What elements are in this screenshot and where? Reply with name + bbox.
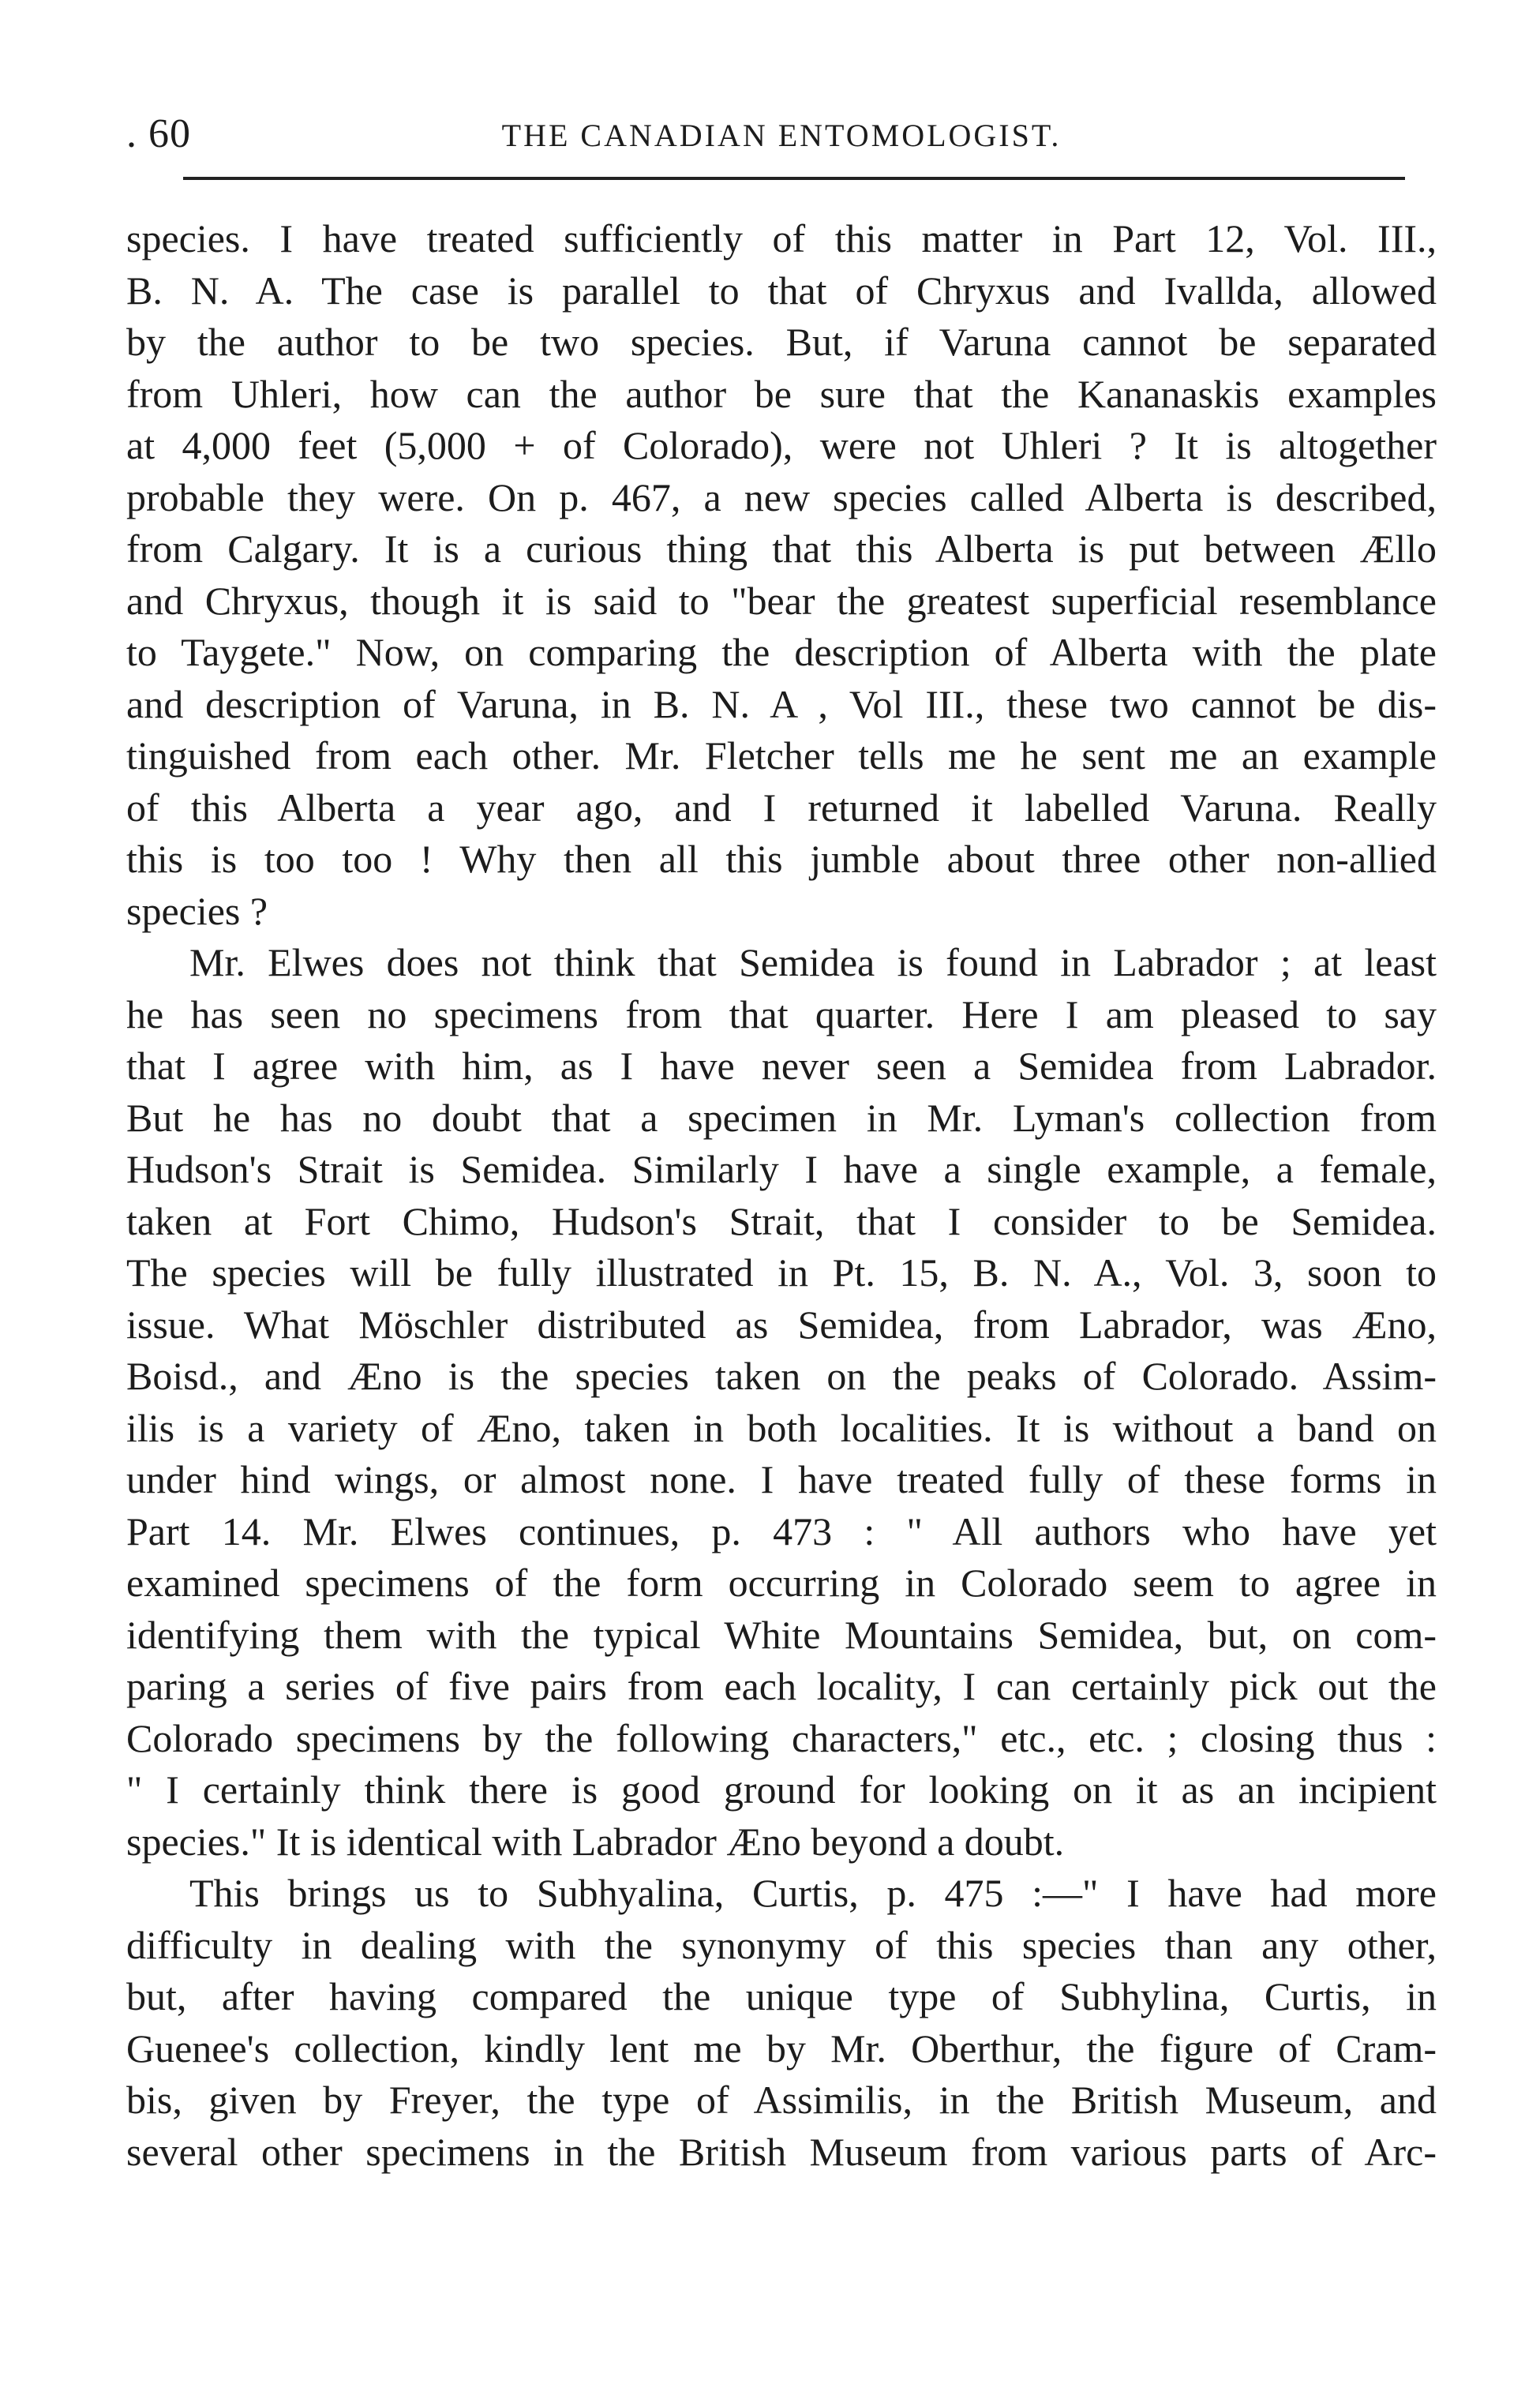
text-line: from Uhleri, how can the author be sure that the Kananaskis examples: [126, 371, 1437, 416]
text-line: identifying them with the typical White Mountains Semidea, but, on com-: [126, 1612, 1437, 1657]
text-line: Hudson's Strait is Semidea. Similarly I have a single example, a female,: [126, 1147, 1437, 1191]
text-line: difficulty in dealing with the synonymy of this species than any other,: [126, 1922, 1437, 1967]
body-text: [126, 213, 1437, 2178]
text-line: Colorado specimens by the following characters," etc., etc. ; closing thus :: [126, 1715, 1437, 1760]
text-line: Mr. Elwes does not think that Semidea is found in Labrador ; at least: [189, 940, 1437, 984]
text-line: but, after having compared the unique type of Subhylina, Curtis, in: [126, 1974, 1437, 2018]
text-line: paring a series of five pairs from each locality, I can certainly pick out the: [126, 1664, 1437, 1708]
text-line: taken at Fort Chimo, Hudson's Strait, that I consider to be Semidea.: [126, 1198, 1437, 1243]
text-line: under hind wings, or almost none. I have treated fully of these forms in: [126, 1457, 1437, 1501]
text-line: " I certainly think there is good ground for looking on it as an incipient: [126, 1767, 1437, 1812]
text-line: to Taygete." Now, on comparing the description of Alberta with the plate: [126, 630, 1437, 674]
text-line: probable they were. On p. 467, a new species called Alberta is described,: [126, 474, 1437, 519]
text-line: by the author to be two species. But, if Varuna cannot be separated: [126, 320, 1437, 364]
text-line: B. N. A. The case is parallel to that of Chryxus and Ivallda, allowed: [126, 268, 1437, 313]
text-line: But he has no doubt that a specimen in Mr. Lyman's collection from: [126, 1095, 1437, 1140]
text-line: This brings us to Subhyalina, Curtis, p. 475 :—" I have had more: [189, 1871, 1437, 1915]
text-line: Guenee's collection, kindly lent me by Mr. Oberthur, the figure of Cram-: [126, 2026, 1437, 2071]
text-line: of this Alberta a year ago, and I returned it labelled Varuna. Really: [126, 785, 1437, 830]
text-line: several other specimens in the British Museum from various parts of Arc-: [126, 2129, 1437, 2174]
text-line: issue. What Möschler distributed as Semidea, from Labrador, was Æno,: [126, 1302, 1437, 1347]
page-number: . 60: [126, 111, 191, 156]
text-line: tinguished from each other. Mr. Fletcher tells me he sent me an example: [126, 733, 1437, 778]
text-line: examined specimens of the form occurring in Colorado seem to agree in: [126, 1561, 1437, 1605]
text-line: at 4,000 feet (5,000 + of Colorado), were not Uhleri ? It is altogether: [126, 423, 1437, 467]
text-line: species." It is identical with Labrador Æno beyond a doubt.: [126, 1819, 1065, 1864]
text-line: and Chryxus, though it is said to "bear the greatest superficial resemblance: [126, 578, 1437, 623]
text-line: species ?: [126, 888, 268, 933]
journal-title: THE CANADIAN ENTOMOLOGIST.: [501, 118, 1062, 153]
text-line: he has seen no specimens from that quarter. Here I am pleased to say: [126, 991, 1437, 1036]
text-line: and description of Varuna, in B. N. A , Vol III., these two cannot be dis-: [126, 681, 1437, 726]
text-line: from Calgary. It is a curious thing that this Alberta is put between Ællo: [126, 527, 1437, 571]
text-line: species. I have treated sufficiently of this matter in Part 12, Vol. III.,: [126, 216, 1437, 260]
document-page: [126, 87, 1437, 2178]
running-head: [126, 87, 1437, 158]
text-line: bis, given by Freyer, the type of Assimilis, in the British Museum, and: [126, 2078, 1437, 2122]
text-line: this is too too ! Why then all this jumble about three other non-allied: [126, 837, 1437, 881]
header-rule: [183, 177, 1405, 180]
text-line: The species will be fully illustrated in Pt. 15, B. N. A., Vol. 3, soon to: [126, 1250, 1437, 1295]
text-line: that I agree with him, as I have never seen a Semidea from Labrador.: [126, 1044, 1437, 1088]
text-line: Boisd., and Æno is the species taken on the peaks of Colorado. Assim-: [126, 1354, 1437, 1398]
text-line: ilis is a variety of Æno, taken in both localities. It is without a band on: [126, 1405, 1437, 1450]
text-line: Part 14. Mr. Elwes continues, p. 473 : " All authors who have yet: [126, 1508, 1437, 1553]
